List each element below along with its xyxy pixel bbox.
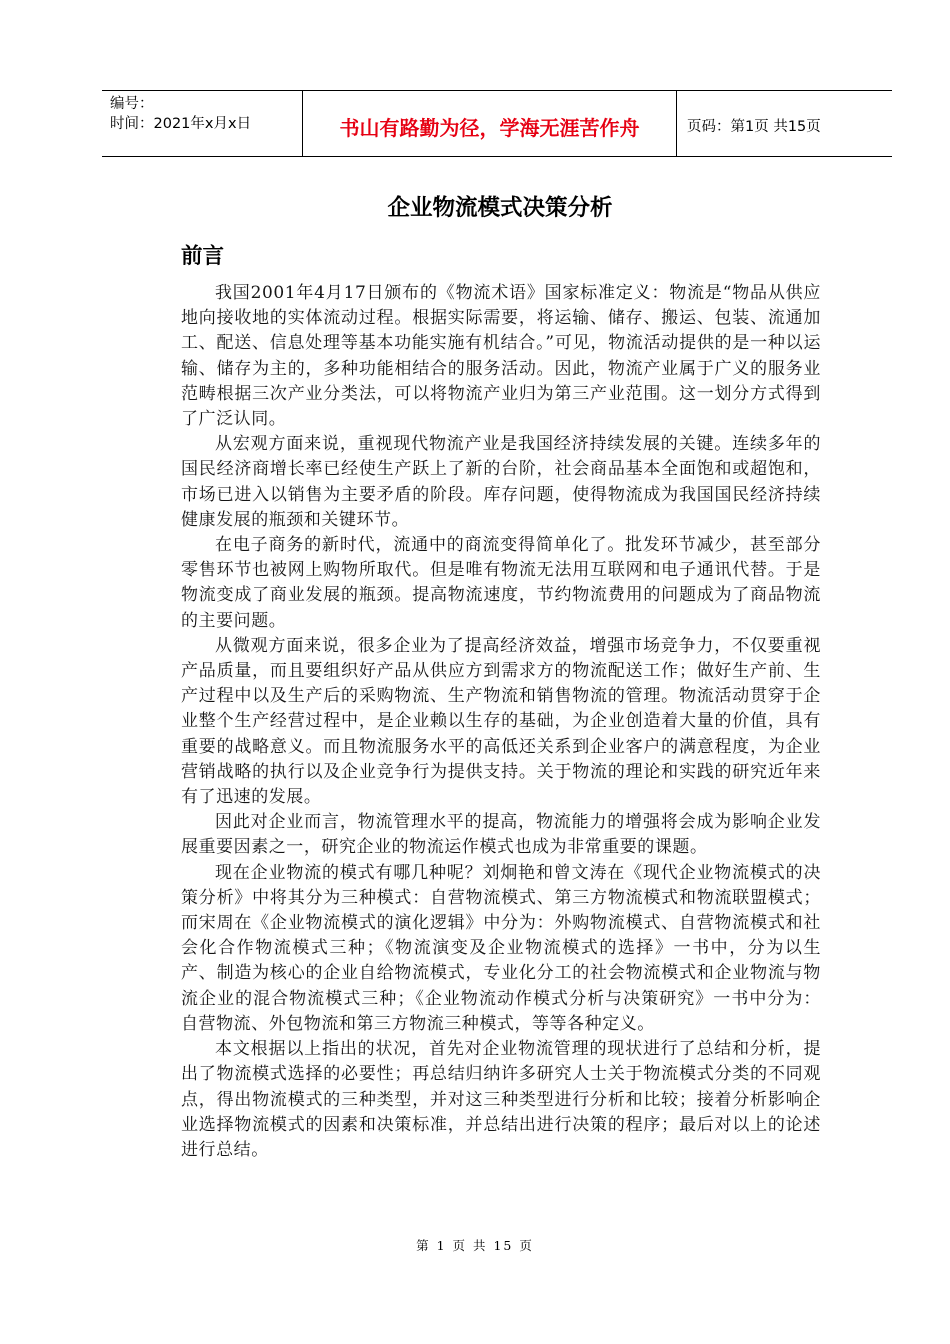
section-heading: 前言 bbox=[181, 244, 225, 269]
page-header bbox=[102, 90, 892, 157]
paragraph: 因此对企业而言，物流管理水平的提高，物流能力的增强将会成为影响企业发展重要因素之一，研究企业的物流运作模式也成为非常重要的课题。 bbox=[181, 812, 821, 858]
time-label: 时间：2021年x月x日 bbox=[110, 116, 252, 132]
paragraph: 在电子商务的新时代，流通中的商流变得简单化了。批发环节减少，甚至部分零售环节也被网上购物所取代。但是唯有物流无法用互联网和电子通讯代替。于是物流变成了商业发展的瓶颈。提高物流速度，节约物流费用的问题成为了商品物流的主要问题。 bbox=[181, 535, 821, 631]
paragraph: 从宏观方面来说，重视现代物流产业是我国经济持续发展的关键。连续多年的国民经济商增长率已经使生产跃上了新的台阶，社会商品基本全面饱和或超饱和，市场已进入以销售为主要矛盾的阶段。库存问题，使得物流成为我国国民经济持续健康发展的瓶颈和关键环节。 bbox=[181, 434, 821, 530]
paragraph: 本文根据以上指出的状况，首先对企业物流管理的现状进行了总结和分析，提出了物流模式选择的必要性；再总结归纳许多研究人士关于物流模式分类的不同观点，得出物流模式的三种类型，并对这三种类型进行分析和比较；接着分析影响企业选择物流模式的因素和决策标准，并总结出进行决策的程序；最后对以上的论述进行总结。 bbox=[181, 1039, 821, 1160]
header-motto: 书山有路勤为径，学海无涯苦作舟 bbox=[303, 91, 677, 156]
paragraph: 从微观方面来说，很多企业为了提高经济效益，增强市场竞争力，不仅要重视产品质量，而且要组织好产品从供应方到需求方的物流配送工作；做好生产前、生产过程中以及生产后的采购物流、生产物流和销售物流的管理。物流活动贯穿于企业整个生产经营过程中，是企业赖以生存的基础，为企业创造着大量的价值，具有重要的战略意义。而且物流服务水平的高低还关系到企业客户的满意程度，为企业营销战略的执行以及企业竞争行为提供支持。关于物流的理论和实践的研究近年来有了迅速的发展。 bbox=[181, 635, 821, 808]
document-title: 企业物流模式决策分析 bbox=[387, 195, 613, 221]
paragraph: 我国2001年4月17日颁布的《物流术语》国家标准定义：物流是“物品从供应地向接收地的实体流动过程。根据实际需要，将运输、储存、搬运、包装、流通加工、配送、信息处理等基本功能实施有机结合。”可见，物流活动提供的是一种以运输、储存为主的，多种功能相结合的服务活动。因此，物流产业属于广义的服务业范畴根据三次产业分类法，可以将物流产业归为第三产业范围。这一划分方式得到了广泛认同。 bbox=[181, 283, 821, 430]
paragraph: 现在企业物流的模式有哪几种呢？刘炯艳和曾文涛在《现代企业物流模式的决策分析》中将其分为三种模式：自营物流模式、第三方物流模式和物流联盟模式；而宋周在《企业物流模式的演化逻辑》中分为：外购物流模式、自营物流模式和社会化合作物流模式三种；《物流演变及企业物流模式的选择》一书中，分为以生产、制造为核心的企业自给物流模式，专业化分工的社会物流模式和企业物流与物流企业的混合物流模式三种；《企业物流动作模式分析与决策研究》一书中分为：自营物流、外包物流和第三方物流三种模式，等等各种定义。 bbox=[181, 862, 821, 1034]
header-page-info: 页码：第1页 共15页 bbox=[687, 119, 821, 135]
number-label: 编号： bbox=[110, 96, 154, 112]
page-footer: 第 1 页 共 15 页 bbox=[416, 1238, 534, 1253]
header-info-cell bbox=[102, 91, 303, 156]
body-text bbox=[181, 281, 821, 1163]
